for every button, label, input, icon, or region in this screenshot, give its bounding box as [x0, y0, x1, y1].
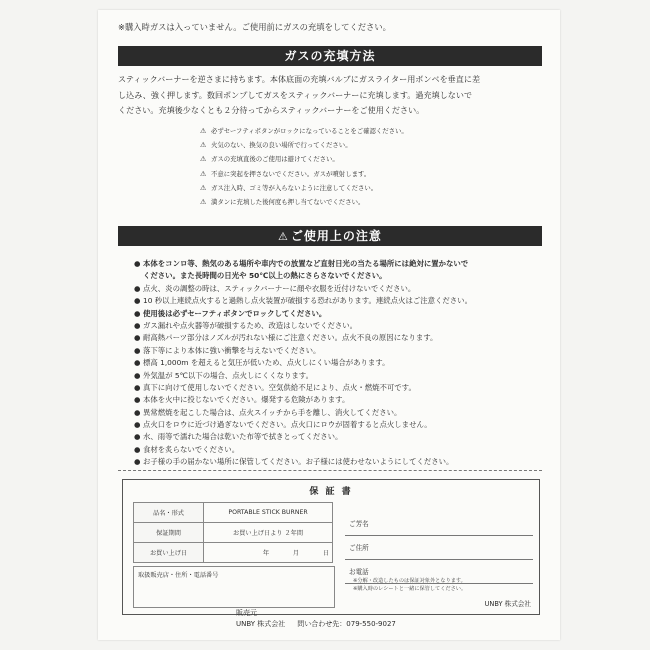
precaution-item: [134, 345, 472, 357]
warning-row: ⚠ 火気のない、換気の良い場所で行ってください。: [200, 138, 408, 152]
precaution-item: [134, 258, 472, 270]
section-heading-gas-filling: [118, 46, 542, 66]
bullet-icon: ●: [134, 259, 141, 268]
warning-triangle-icon: ⚠: [200, 183, 207, 192]
precaution-text: 10 秒以上連続点火すると過熱し点火装置が破損する恐れがあります。連続点火はご注意ください。: [143, 296, 472, 306]
cut-line: [118, 470, 542, 471]
bullet-icon: ●: [134, 283, 141, 293]
precaution-text: 水、雨等で濡れた場合は乾いた布等で拭きとってください。: [143, 432, 343, 442]
warranty-notes: ※分解・改造したものは保証対象外となります。 ※購入時のレシートと一緒に保管してください。: [353, 578, 467, 592]
year-label: 年: [262, 550, 270, 557]
seller-company: UNBY 株式会社: [236, 620, 286, 628]
filling-instructions-line: し込み、強く押します。数回ポンプしてガスをスティックバーナーに充填します。過充填しないで: [118, 89, 473, 100]
precautions-list: [134, 258, 472, 469]
bullet-icon: ●: [134, 333, 141, 343]
bullet-icon: ●: [134, 395, 141, 405]
precaution-text: 外気温が 5℃以下の場合、点火しにくくなります。: [143, 370, 313, 380]
bullet-icon: ●: [134, 345, 141, 355]
section-heading-gas-filling-text: ガスの充填方法: [284, 49, 376, 63]
instruction-sheet: [98, 10, 560, 640]
precaution-item: [134, 419, 472, 431]
filling-instructions-line: ください。充填後少なくとも２分待ってからスティックバーナーをご使用ください。: [118, 105, 425, 115]
bullet-icon: ●: [134, 457, 141, 467]
precaution-text: 本体を火中に投じないでください。爆発する危険があります。: [143, 395, 350, 405]
precaution-text: お子様の手の届かない場所に保管してください。お子様には使わせないようにしてください。: [143, 457, 454, 467]
precaution-text: 真下に向けて使用しないでください。空気供給不足により、点火・燃焼不可です。: [143, 382, 416, 392]
bullet-icon: ●: [134, 370, 141, 380]
seller-contact: 問い合わせ先：079-550-9027: [297, 620, 396, 628]
precaution-text: 点火口をロウに近づけ過ぎないでください。点火口にロウが固着すると点火しません。: [143, 420, 432, 430]
warning-triangle-icon: ⚠: [200, 169, 207, 178]
precaution-item: [134, 270, 472, 282]
warning-row: ⚠ 満タンに充填した後何度も押し当てないでください。: [200, 195, 408, 209]
precaution-item: [134, 456, 472, 468]
bullet-icon: ●: [134, 420, 141, 430]
period-label: 保証期間: [134, 523, 204, 543]
seller-line: [236, 619, 396, 630]
bullet-icon: ●: [134, 296, 141, 306]
filling-instructions-line: スティックバーナーを逆さまに持ちます。本体底面の充填バルブにガスライター用ボンベを垂直に差: [118, 74, 481, 84]
precaution-text: 耐高熱パーツ部分はノズルが汚れない様にご注意ください。点火不良の原因になります。: [143, 333, 438, 343]
bullet-icon: ●: [134, 444, 141, 454]
top-note: ※購入時ガスは入っていません。ご使用前にガスの充填をしてください。: [118, 22, 391, 32]
warning-triangle-icon: ⚠: [200, 197, 207, 206]
precaution-text: 点火、炎の調整の時は、スティックバーナーに顔や衣服を近付けないでください。: [143, 283, 416, 293]
seller-label: 販売元: [236, 609, 257, 617]
store-info-box: [133, 566, 335, 608]
precaution-item: [134, 382, 472, 394]
warning-row: ⚠ 不意に突起を押さないでください。ガスが噴射します。: [200, 167, 408, 181]
section-heading-usage-precautions-text: ご使用上の注意: [290, 229, 382, 243]
precaution-item: [134, 283, 472, 295]
precaution-item: [134, 370, 472, 382]
precaution-text: ガス漏れや点火器等が破損するため、改造はしないでください。: [143, 320, 358, 330]
bullet-icon: ●: [134, 407, 141, 417]
month-label: 月: [292, 550, 300, 557]
store-info-label: 取扱販売店・住所・電話番号: [138, 572, 219, 579]
precaution-item: [134, 407, 472, 419]
address-field: ご住所: [345, 536, 533, 560]
seller-info: [236, 608, 396, 630]
precaution-item: [134, 394, 472, 406]
day-label: 日: [322, 550, 329, 557]
warranty-title: 保 証 書: [309, 487, 353, 497]
phone-field: お電話: [345, 560, 533, 584]
name-field: ご芳名: [345, 512, 533, 536]
product-value: PORTABLE STICK BURNER: [204, 503, 333, 523]
precaution-item: [134, 295, 472, 307]
precaution-text: 使用後は必ずセーフティボタンでロックしてください。: [143, 308, 327, 318]
section-heading-usage-precautions: [118, 226, 542, 246]
precaution-text: 本体をコンロ等、熱気のある場所や車内での放置など直射日光の当たる場所には絶対に置かないで: [143, 259, 469, 268]
warning-triangle-icon: ⚠: [278, 230, 289, 243]
period-value: お買い上げ日より ２年間: [204, 523, 333, 543]
purchase-date-label: お買い上げ日: [134, 543, 204, 563]
precaution-text: 標高 1,000m を超えると気圧が低いため、点火しにくい場合があります。: [143, 358, 390, 368]
precaution-item: [134, 357, 472, 369]
precaution-item: [134, 431, 472, 443]
warranty-company: UNBY 株式会社: [484, 600, 531, 608]
warning-triangle-icon: ⚠: [200, 141, 207, 150]
filling-instructions: [118, 72, 542, 119]
precaution-item: [134, 332, 472, 344]
bullet-icon: ●: [134, 382, 141, 392]
precaution-item: [134, 308, 472, 320]
warning-triangle-icon: ⚠: [200, 127, 207, 135]
warranty-card: [122, 479, 540, 615]
purchase-date-field: [204, 543, 333, 563]
bullet-icon: ●: [134, 358, 141, 368]
warning-triangle-icon: ⚠: [200, 155, 207, 164]
warning-row: ⚠ 必ずセーフティボタンがロックになっていることをご確認ください。: [200, 124, 408, 138]
warranty-table: [133, 502, 333, 563]
precaution-item: [134, 444, 472, 456]
bullet-icon: ●: [134, 432, 141, 442]
customer-fields: [345, 512, 533, 584]
filling-warnings: [200, 124, 408, 209]
bullet-icon: ●: [134, 320, 141, 330]
precaution-text: 落下等により本体に強い衝撃を与えないでください。: [143, 345, 321, 355]
precaution-text: 食材を炙らないでください。: [143, 444, 240, 454]
precaution-item: [134, 320, 472, 332]
precaution-text: ください。また長時間の日光や 50℃以上の熱にさらさないでください。: [143, 271, 387, 281]
warning-row: ⚠ ガス注入時、ゴミ等が入らないように注意してください。: [200, 181, 408, 195]
warning-row: ⚠ ガスの充填直後のご使用は避けてください。: [200, 152, 408, 166]
precaution-text: 異常燃焼を起こした場合は、点火スイッチから手を離し、消火してください。: [143, 407, 402, 417]
bullet-icon: ●: [134, 308, 141, 318]
product-label: 品名・形式: [134, 503, 204, 523]
